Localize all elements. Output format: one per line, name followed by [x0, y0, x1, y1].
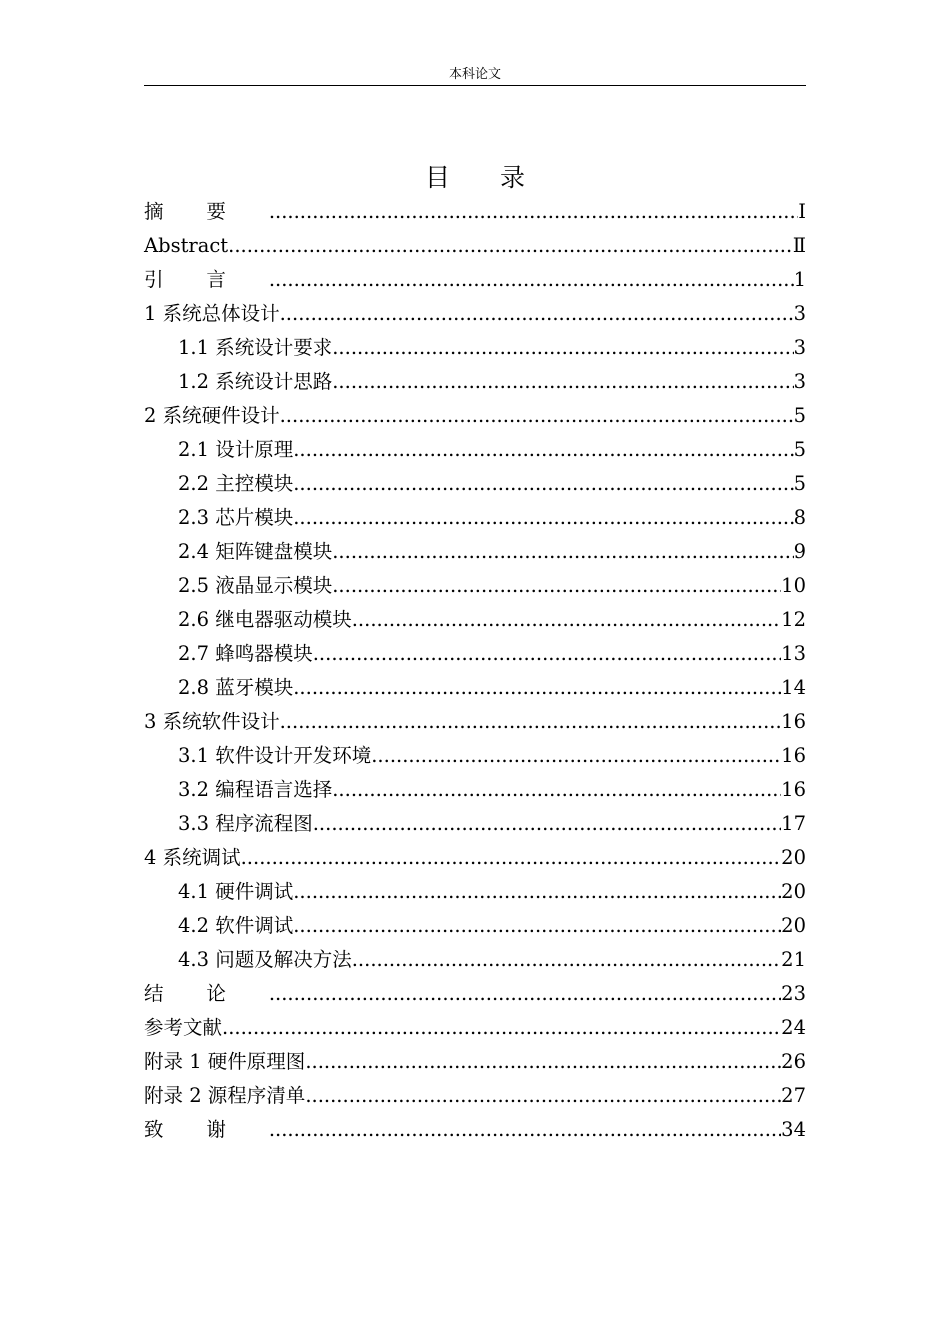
toc-leader-dots — [269, 977, 781, 1011]
toc-entry-page: 16 — [781, 710, 806, 733]
toc-leader-dots — [269, 195, 798, 229]
toc-leader-dots — [293, 501, 793, 535]
toc-leader-dots — [269, 1113, 781, 1147]
toc-entry-page: 13 — [781, 642, 806, 665]
toc-entry-label: 1 系统总体设计 — [144, 302, 280, 325]
toc-entry-label: 2.2 主控模块 — [178, 472, 294, 495]
toc-entry[interactable] — [144, 263, 806, 297]
toc-title-left: 目 — [424, 163, 450, 192]
toc-leader-dots — [352, 943, 781, 977]
toc-entry-page: 12 — [781, 608, 806, 631]
toc-entry-label: 2.6 继电器驱动模块 — [178, 608, 352, 631]
toc-leader-dots — [305, 1045, 781, 1079]
toc-entry[interactable] — [144, 1045, 806, 1079]
toc-entry[interactable] — [144, 433, 806, 467]
toc-entry[interactable] — [144, 773, 806, 807]
toc-leader-dots — [332, 331, 793, 365]
toc-entry-page: 3 — [793, 302, 806, 325]
toc-entry-label: 附录 1 硬件原理图 — [144, 1050, 306, 1073]
toc-entry[interactable] — [144, 195, 806, 229]
toc-entry-page: 21 — [781, 948, 806, 971]
toc-entry-label: 2.4 矩阵键盘模块 — [178, 540, 333, 563]
toc-leader-dots — [313, 807, 781, 841]
toc-entry-label: Abstract — [144, 234, 229, 257]
toc-entry[interactable] — [144, 909, 806, 943]
toc-entry-label: 3.1 软件设计开发环境 — [178, 744, 372, 767]
toc-entry-page: 23 — [781, 982, 806, 1005]
toc-entry-page: 5 — [793, 438, 806, 461]
toc-entry[interactable] — [144, 841, 806, 875]
header-rule — [144, 85, 806, 86]
toc-leader-dots — [280, 297, 794, 331]
toc-leader-dots — [293, 467, 793, 501]
toc-entry[interactable] — [144, 1011, 806, 1045]
toc-entry-page: 27 — [781, 1084, 806, 1107]
toc-entry[interactable] — [144, 365, 806, 399]
toc-entry-label: 3 系统软件设计 — [144, 710, 280, 733]
toc-entry[interactable] — [144, 467, 806, 501]
toc-entry-page: 34 — [781, 1118, 806, 1141]
toc-entry-label: 2.7 蜂鸣器模块 — [178, 642, 313, 665]
toc-entry-label: 4.2 软件调试 — [178, 914, 294, 937]
toc-entry[interactable] — [144, 603, 806, 637]
toc-entry-page: 16 — [781, 744, 806, 767]
toc-entry-page: 5 — [793, 404, 806, 427]
toc-entry-page: Ⅱ — [792, 234, 806, 257]
toc-leader-dots — [222, 1011, 781, 1045]
toc-leader-dots — [293, 433, 793, 467]
toc-entry-label: 引言 — [144, 268, 269, 291]
toc-leader-dots — [332, 569, 781, 603]
toc-entry-label: 2.8 蓝牙模块 — [178, 676, 294, 699]
toc-leader-dots — [371, 739, 781, 773]
toc-entry[interactable] — [144, 229, 806, 263]
toc-leader-dots — [332, 365, 793, 399]
toc-entry-label: 2.5 液晶显示模块 — [178, 574, 333, 597]
toc-entry-page: 17 — [781, 812, 806, 835]
toc-entry-label: 1.2 系统设计思路 — [178, 370, 333, 393]
toc-list — [144, 195, 806, 1147]
toc-entry-label: 致谢 — [144, 1118, 269, 1141]
toc-leader-dots — [313, 637, 781, 671]
toc-title-right: 录 — [500, 163, 526, 192]
toc-entry-page: 20 — [781, 880, 806, 903]
toc-entry[interactable] — [144, 535, 806, 569]
toc-entry[interactable] — [144, 807, 806, 841]
toc-entry[interactable] — [144, 705, 806, 739]
toc-entry-label: 2 系统硬件设计 — [144, 404, 280, 427]
toc-entry-label: 3.2 编程语言选择 — [178, 778, 333, 801]
toc-entry-page: 10 — [781, 574, 806, 597]
toc-entry[interactable] — [144, 297, 806, 331]
toc-leader-dots — [293, 875, 781, 909]
toc-leader-dots — [228, 229, 793, 263]
toc-entry-page: 3 — [793, 336, 806, 359]
toc-leader-dots — [293, 671, 781, 705]
toc-entry-label: 2.3 芯片模块 — [178, 506, 294, 529]
toc-entry-label: 4 系统调试 — [144, 846, 241, 869]
toc-entry[interactable] — [144, 331, 806, 365]
toc-entry-page: 14 — [781, 676, 806, 699]
toc-entry-label: 摘要 — [144, 200, 269, 223]
toc-entry-page: 26 — [781, 1050, 806, 1073]
toc-entry-label: 3.3 程序流程图 — [178, 812, 313, 835]
toc-entry-label: 1.1 系统设计要求 — [178, 336, 333, 359]
toc-entry[interactable] — [144, 875, 806, 909]
toc-entry-page: 9 — [793, 540, 806, 563]
toc-entry-label: 参考文献 — [144, 1016, 223, 1039]
toc-leader-dots — [305, 1079, 781, 1113]
toc-leader-dots — [332, 535, 793, 569]
toc-entry-label: 2.1 设计原理 — [178, 438, 294, 461]
toc-entry-page: 8 — [793, 506, 806, 529]
toc-entry[interactable] — [144, 739, 806, 773]
toc-leader-dots — [241, 841, 782, 875]
toc-entry-page: 24 — [781, 1016, 806, 1039]
toc-entry-page: 5 — [793, 472, 806, 495]
toc-entry-label: 结论 — [144, 982, 269, 1005]
toc-entry[interactable] — [144, 399, 806, 433]
page-header: 本科论文 — [448, 67, 501, 82]
toc-entry[interactable] — [144, 637, 806, 671]
toc-entry-label: 附录 2 源程序清单 — [144, 1084, 306, 1107]
toc-entry-page: 1 — [793, 268, 806, 291]
toc-leader-dots — [269, 263, 794, 297]
toc-entry-label: 4.3 问题及解决方法 — [178, 948, 352, 971]
toc-entry-page: 20 — [781, 914, 806, 937]
toc-leader-dots — [332, 773, 781, 807]
toc-leader-dots — [293, 909, 781, 943]
toc-entry[interactable] — [144, 1079, 806, 1113]
toc-leader-dots — [352, 603, 781, 637]
toc-entry[interactable] — [144, 671, 806, 705]
toc-entry[interactable] — [144, 977, 806, 1011]
toc-leader-dots — [280, 399, 794, 433]
toc-title — [144, 160, 806, 196]
toc-entry[interactable] — [144, 501, 806, 535]
toc-entry-page: I — [798, 200, 806, 223]
toc-entry-page: 16 — [781, 778, 806, 801]
toc-entry[interactable] — [144, 943, 806, 977]
toc-leader-dots — [280, 705, 782, 739]
toc-entry-page: 3 — [793, 370, 806, 393]
toc-entry-page: 20 — [781, 846, 806, 869]
toc-entry[interactable] — [144, 569, 806, 603]
toc-entry-label: 4.1 硬件调试 — [178, 880, 294, 903]
toc-entry[interactable] — [144, 1113, 806, 1147]
